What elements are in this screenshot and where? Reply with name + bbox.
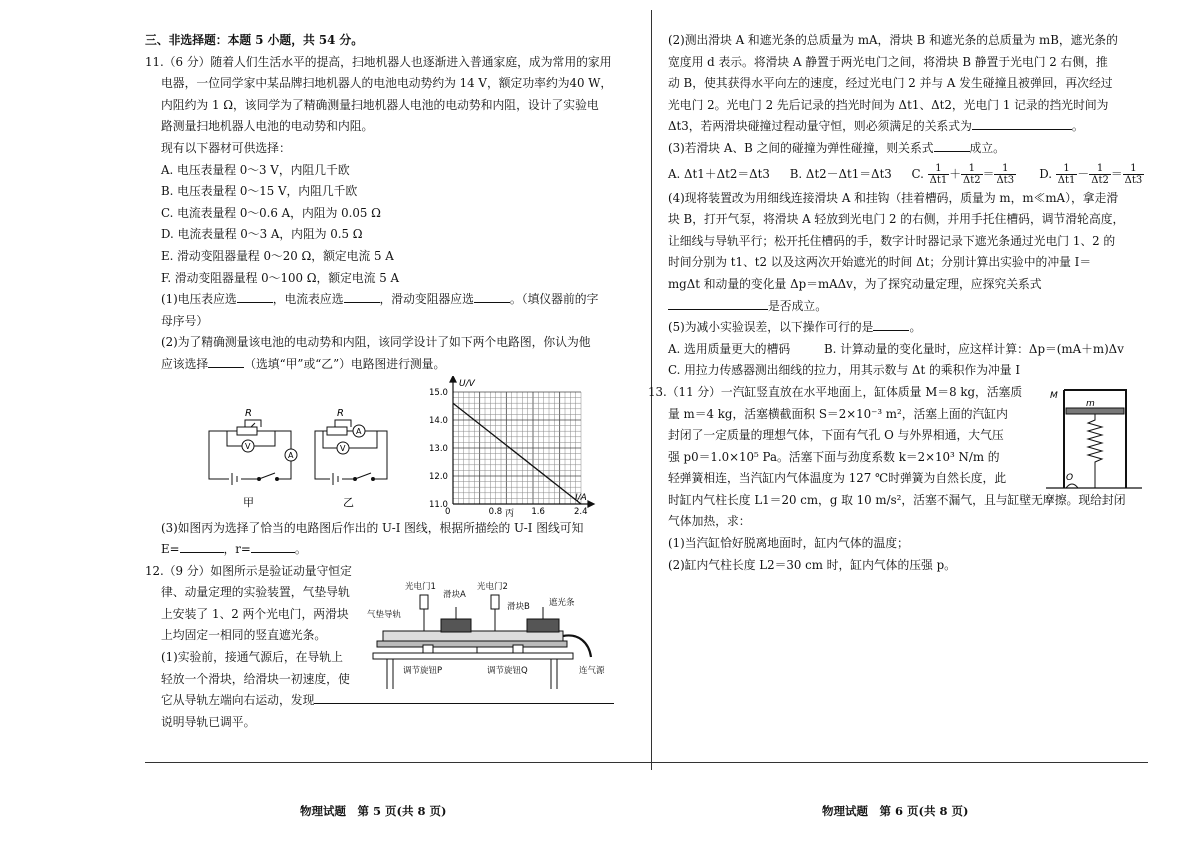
option-d[interactable]: D. $\frac{1}{\Delta t1}$ － $\frac{1}{\Delta t2}$ ＝ $\frac{1}{\Delta t3}$ (1039, 163, 1143, 187)
answer-blank[interactable] (972, 117, 1072, 130)
option-b[interactable]: B. 计算动量的变化量时，应这样计算：Δp＝(mA＋m)Δv (824, 341, 1124, 356)
q12-line: 律、动量定理的实验装置，气垫导轨 (161, 585, 350, 600)
y-tick-label: 15.0 (429, 387, 448, 398)
q12-part5-options (668, 339, 1148, 361)
q12-part4-end: 是否成立。 (668, 296, 1148, 318)
label-knob-q: 调节旋钮Q (487, 665, 528, 676)
q13-line: (1)当汽缸恰好脱离地面时，缸内气体的温度； (668, 536, 909, 551)
y-tick-label: 11.0 (429, 499, 448, 510)
q12-part4: mgΔt 和动量的变化量 Δp＝mAΔv，为了探究动量定理，应探究关系式 (668, 276, 1042, 291)
q12-line: 上均固定一相同的竖直遮光条。 (161, 628, 327, 643)
q11-part3: (3)如图丙为选择了恰当的电路图后作出的 U-I 图线，根据所描绘的 U-I 图线可知 (161, 520, 584, 535)
q11-figures (145, 376, 630, 518)
label-M: M (1050, 390, 1058, 401)
answer-blank[interactable] (180, 540, 224, 553)
q12-part3-options (668, 160, 1148, 188)
q11-option: A. 电压表量程 0～3 V，内阻几千欧 (161, 162, 350, 177)
label-O: O (1066, 472, 1074, 483)
answer-blank[interactable] (344, 290, 380, 303)
q11-option: E. 滑动变阻器量程 0～20 Ω，额定电流 5 A (161, 248, 394, 263)
label-m: m (1086, 398, 1095, 409)
answer-blank[interactable] (314, 691, 614, 704)
option-c[interactable]: C. $\frac{1}{\Delta t1}$ ＋ $\frac{1}{\Delta t2}$ ＝ $\frac{1}{\Delta t3}$ (911, 163, 1015, 187)
piston (1066, 408, 1124, 414)
y-axis-arrow (450, 376, 456, 382)
q11-line: 11.（6 分）随着人们生活水平的提高，扫地机器人也逐渐进入普通家庭，成为常用的家用 (145, 54, 612, 69)
answer-blank[interactable] (873, 318, 909, 331)
answer-blank[interactable] (208, 355, 244, 368)
label-A: A (288, 450, 294, 460)
section-title: 三、非选择题：本题 5 小题，共 54 分。 (145, 33, 364, 47)
q12-line: 12.（9 分）如图所示是验证动量守恒定 (145, 563, 352, 578)
q13-line: 气体加热，求： (668, 514, 751, 529)
label-knob-p: 调节旋钮P (403, 665, 443, 676)
label-yi: 乙 (343, 495, 354, 509)
label-slider-b: 滑块B (507, 601, 530, 612)
q11-line: 路测量扫地机器人电池的电动势和内阻。 (161, 119, 374, 134)
y-tick-label: 12.0 (429, 471, 448, 482)
q12-part2-end: Δt3，若两滑块碰撞过程动量守恒，则必须满足的关系式为 。 (668, 119, 1084, 134)
label-gate1: 光电门1 (405, 581, 436, 592)
answer-blank[interactable] (237, 290, 273, 303)
q12-block (145, 561, 630, 737)
footer-right: 物理试题 第 6 页(共 8 页) (822, 804, 969, 818)
spring (1088, 414, 1102, 488)
slider-a (441, 619, 471, 632)
label-track: 气垫导轨 (367, 609, 402, 620)
left-column (145, 30, 630, 737)
q12-part4: (4)现将装置改为用细线连接滑块 A 和挂钩（挂着槽码，质量为 m，m≪mA），拿走滑 (668, 190, 1119, 205)
y-tick-label: 14.0 (429, 415, 448, 426)
q11-materials-intro: 现有以下器材可供选择： (161, 140, 291, 155)
q11-option: B. 电压表量程 0～15 V，内阻几千欧 (161, 184, 358, 199)
slider-b (527, 619, 559, 632)
x-tick-label: 1.6 (531, 506, 545, 517)
q13-line: 强 p0＝1.0×10⁵ Pa。活塞下面与劲度系数 k＝2×10³ N/m 的 (668, 449, 1000, 464)
label-A: A (356, 426, 362, 436)
label-slider-a: 滑块A (443, 589, 466, 600)
label-bing: 丙 (505, 508, 515, 518)
air-track-diagram (367, 561, 627, 691)
q12-part4: 块 B，打开气泵，将滑块 A 轻放到光电门 2 的右侧，并用手托住槽码，调节滑轮高度， (668, 212, 1125, 227)
label-air: 连气源 (579, 665, 605, 676)
gate1 (420, 595, 428, 609)
q11-option: D. 电流表量程 0～3 A，内阻为 0.5 Ω (161, 227, 363, 242)
q13-line: 13.（11 分）一汽缸竖直放在水平地面上，缸体质量 M＝8 kg，活塞质 (648, 384, 1023, 399)
q12-line: (1)实验前，接通气源后，在导轨上 (161, 650, 343, 665)
q12-part5: (5)为减小实验误差，以下操作可行的是 。 (668, 320, 922, 335)
x-axis-arrow (588, 501, 594, 507)
q12-line: 轻放一个滑块，给滑块一初速度，使 (161, 671, 350, 686)
label-R: R (245, 407, 252, 419)
q12-part2: 动 B，使其获得水平向左的速度，经过光电门 2 并与 A 发生碰撞且被弹回，再次经过 (668, 76, 1113, 91)
chart-grid (453, 392, 581, 504)
x-axis-label: I/A (575, 492, 587, 503)
q11-option: F. 滑动变阻器量程 0～100 Ω，额定电流 5 A (161, 270, 400, 285)
q12-part4: 时间分别为 t1、t2 以及这两次开始遮光的时间 Δt；分别计算出实验中的冲量 I＝ (668, 255, 1092, 270)
label-gate2: 光电门2 (477, 581, 508, 592)
q11-line: 电器，一位同学家中某品牌扫地机器人的电池电动势约为 14 V，额定功率约为40 W， (161, 76, 613, 91)
answer-blank[interactable] (668, 297, 768, 310)
q11-part1: (1)电压表应选 ，电流表应选 ，滑动变阻器应选 。（填仪器前的字 (161, 292, 599, 307)
option-c[interactable]: C. 用拉力传感器测出细线的拉力，用其示数与 Δt 的乘积作为冲量 I (668, 363, 1020, 378)
footer-left: 物理试题 第 5 页(共 8 页) (300, 804, 447, 818)
origin-label: 0 (445, 506, 451, 517)
bottom-rule (145, 762, 1148, 763)
q11-part2: (2)为了精确测量该电池的电动势和内阻，该同学设计了如下两个电路图，你认为他 (161, 335, 591, 350)
circuit-jia (209, 420, 297, 485)
q12-part1-end: 说明导轨已调平。 (161, 714, 256, 729)
q11-line: 内阻约为 1 Ω，该同学为了精确测量扫地机器人电池的电动势和内阻，设计了实验电 (161, 97, 599, 112)
option-a[interactable]: A. 选用质量更大的槽码 (668, 341, 791, 356)
x-tick-label: 2.4 (574, 506, 588, 517)
label-jia: 甲 (243, 495, 254, 509)
q12-part2: (2)测出滑块 A 和遮光条的总质量为 mA，滑块 B 和遮光条的总质量为 mB，遮光条的 (668, 33, 1118, 47)
q13-line: (2)缸内气柱长度 L2＝30 cm 时，缸内气体的压强 p。 (668, 557, 956, 572)
y-tick-label: 13.0 (429, 443, 448, 454)
answer-blank[interactable] (251, 540, 295, 553)
circuit-yi (315, 420, 387, 485)
label-R: R (337, 407, 344, 419)
q12-part4: 让细线与导轨平行；松开托住槽码的手，数字计时器记录下遮光条通过光电门 1、2 的 (668, 233, 1116, 248)
q13-block (648, 382, 1148, 576)
q11-part2-cont: 应该选择 （选填“甲”或“乙”）电路图进行测量。 (161, 356, 446, 371)
option-a[interactable]: A. Δt1＋Δt2＝Δt3 (668, 166, 770, 181)
q13-line: 时缸内气柱长度 L1＝20 cm，g 取 10 m/s²，活塞不漏气，且与缸壁无摩擦。现给封闭 (668, 492, 1126, 507)
y-axis-label: U/V (459, 378, 475, 389)
q12-part3: (3)若滑块 A、B 之间的碰撞为弹性碰撞，则关系式 成立。 (668, 140, 1005, 155)
q13-line: 封闭了一定质量的理想气体，下面有气孔 O 与外界相通，大气压 (668, 428, 1004, 443)
q12-part2: 宽度用 d 表示。将滑块 A 静置于两光电门之间，将滑块 B 静置于光电门 2 右侧，推 (668, 54, 1108, 69)
right-column (648, 30, 1148, 576)
q11-part1-cont: 母序号） (161, 313, 209, 328)
q12-part2: 光电门 2。光电门 2 先后记录的挡光时间为 Δt1、Δt2，光电门 1 记录的挡光时间为 (668, 97, 1109, 112)
q13-line: 轻弹簧相连，当汽缸内气体温度为 127 ℃时弹簧为自然长度，此 (668, 471, 1007, 486)
q13-line: 量 m＝4 kg，活塞横截面积 S＝2×10⁻³ m²，活塞上面的汽缸内 (668, 406, 1008, 421)
answer-blank[interactable] (474, 290, 510, 303)
hole-o (1066, 484, 1078, 488)
gate2 (491, 595, 499, 609)
ui-chart (423, 376, 603, 518)
answer-blank[interactable] (934, 139, 970, 152)
q11-option: C. 电流表量程 0～0.6 A，内阻为 0.05 Ω (161, 205, 381, 220)
q11-part3-cont: E= ，r= 。 (161, 542, 307, 557)
label-V: V (340, 443, 346, 453)
label-shade: 遮光条 (549, 597, 575, 608)
q12-line: 它从导轨左端向右运动，发现 (145, 690, 375, 712)
x-tick-label: 0.8 (488, 506, 503, 517)
option-b[interactable]: B. Δt2－Δt1＝Δt3 (789, 166, 892, 181)
label-V: V (245, 441, 251, 451)
cylinder-diagram (1046, 384, 1142, 492)
q12-line: 上安装了 1、2 两个光电门，两滑块 (161, 606, 349, 621)
